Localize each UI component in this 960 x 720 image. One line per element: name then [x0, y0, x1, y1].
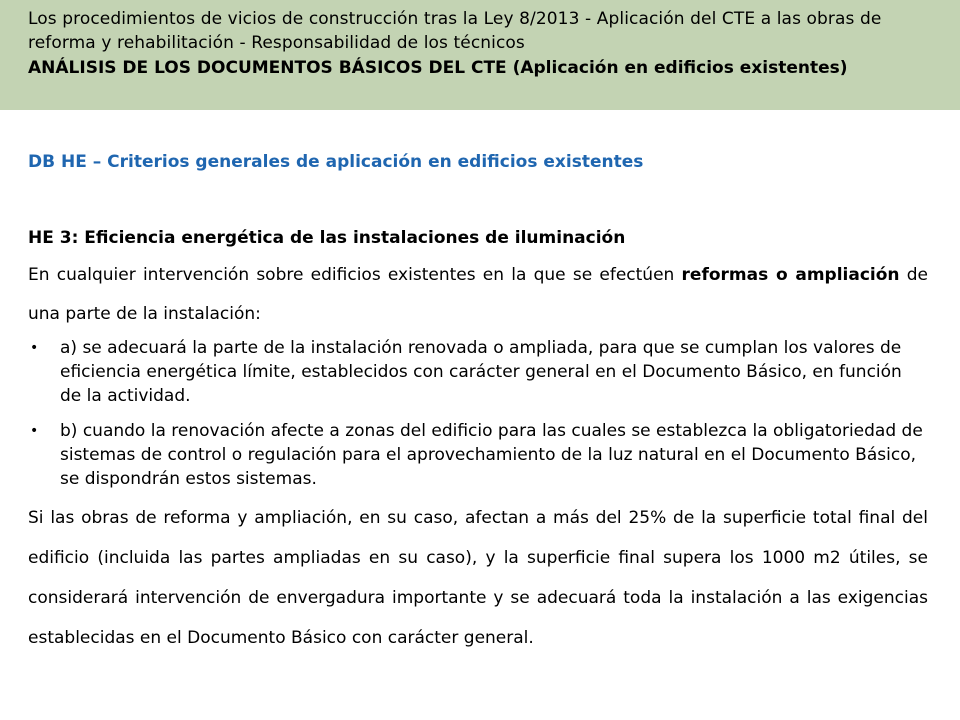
list-item-text: b) cuando la renovación afecte a zonas del edificio para las cuales se establezca la obligatoriedad de sistemas de control o regulación para el aprovechamiento de la luz natural en el Documento Básico, se dispondrán estos sistemas. — [60, 421, 923, 489]
bullet-list — [28, 336, 928, 491]
section-title: DB HE – Criterios generales de aplicación en edificios existentes — [28, 152, 644, 172]
header-banner — [0, 0, 960, 110]
intro-text-start: En cualquier intervención sobre edificios existentes en la que se efectúen — [28, 265, 682, 285]
intro-paragraph — [28, 256, 928, 334]
bullet-icon: • — [30, 423, 39, 439]
intro-text-end: de una parte de la instalación: — [28, 265, 929, 324]
list-item-text: a) se adecuará la parte de la instalación renovada o ampliada, para que se cumplan los valores de eficiencia energética límite, establecidos con carácter general en el Documento Básico, en función de la actividad. — [60, 338, 902, 406]
header-title-line-2: reforma y rehabilitación - Responsabilidad de los técnicos — [28, 33, 525, 53]
list-item — [28, 419, 928, 491]
closing-paragraph: Si las obras de reforma y ampliación, en su caso, afectan a más del 25% de la superficie total final del edificio (incluida las partes ampliadas en su caso), y la superficie final supera los 1000 m2 útiles, se considerará intervención de envergadura importante y se adecuará toda la instalación a las exigencias establecidas en el Documento Básico con carácter general. — [28, 508, 928, 648]
header-subtitle: ANÁLISIS DE LOS DOCUMENTOS BÁSICOS DEL CTE (Aplicación en edificios existentes) — [28, 58, 848, 78]
header-title-line-1: Los procedimientos de vicios de construcción tras la Ley 8/2013 - Aplicación del CTE a las obras de — [28, 9, 882, 29]
list-item — [28, 336, 928, 408]
sub-title: HE 3: Eficiencia energética de las instalaciones de iluminación — [28, 228, 626, 248]
slide-content — [28, 150, 928, 658]
bullet-icon: • — [30, 340, 39, 356]
intro-text-bold: reformas o ampliación — [681, 265, 900, 285]
